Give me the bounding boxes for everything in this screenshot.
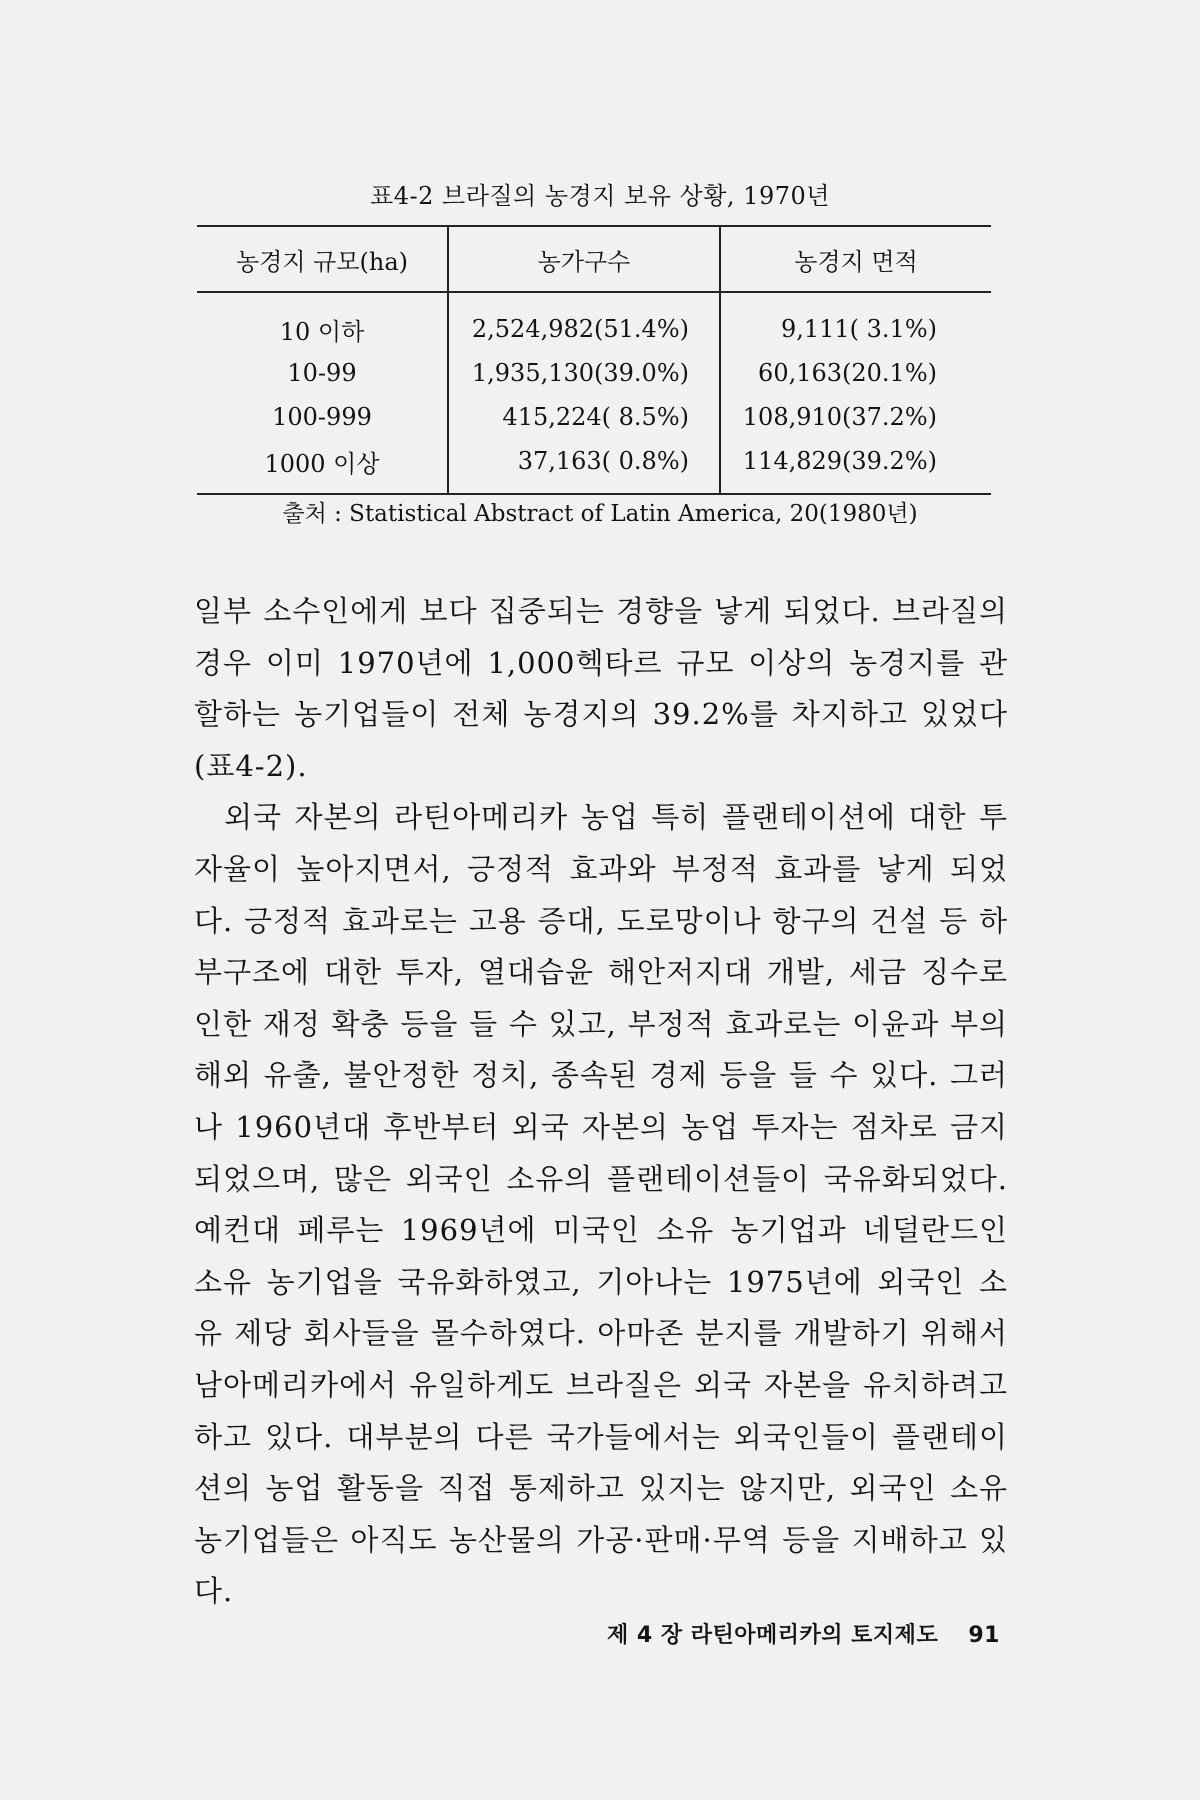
page-number: 91 bbox=[968, 1623, 1000, 1648]
paragraph: 외국 자본의 라틴아메리카 농업 특히 플랜테이션에 대한 투자율이 높아지면서, 긍정적 효과와 부정적 효과를 낳게 되었다. 긍정적 효과로는 고용 증대, 도로망이나 항구의 건설 등 하부구조에 대한 투자, 열대습윤 해안저지대 개발, 세금 징수로 인한 재정 확충 등을 들 수 있고, 부정적 효과로는 이윤과 부의 해외 유출, 불안정한 정치, 종속된 경제 등을 들 수 있다. 그러나 1960년대 후반부터 외국 자본의 농업 투자는 점차로 금지되었으며, 많은 외국인 소유의 플랜테이션들이 국유화되었다. 예컨대 페루는 1969년에 미국인 소유 농기업과 네덜란드인 소유 농기업을 국유화하였고, 기아나는 1975년에 외국인 소유 제당 회사들을 몰수하였다. 아마존 분지를 개발하기 위해서 남아메리카에서 유일하게도 브라질은 외국 자본을 유치하려고 하고 있다. 대부분의 다른 국가들에서는 외국인들이 플랜테이션의 농업 활동을 직접 통제하고 있지는 않지만, 외국인 소유 농기업들은 아직도 농산물의 가공·판매·무역 등을 지배하고 있다. bbox=[194, 800, 1008, 1609]
table-row bbox=[197, 439, 991, 494]
paragraph: 일부 소수인에게 보다 집중되는 경향을 낳게 되었다. 브라질의 경우 이미 1970년에 1,000헥타르 규모 이상의 농경지를 관할하는 농기업들이 전체 농경지의 39.2%를 차지하고 있었다(표4-2). bbox=[194, 594, 1008, 783]
table-row bbox=[197, 292, 991, 351]
cell-farm-size: 10-99 bbox=[287, 359, 357, 387]
cell-household-count: 415,224( 8.5%) bbox=[448, 395, 720, 439]
land-holdings-table bbox=[197, 225, 991, 495]
cell-farm-size: 10 이하 bbox=[279, 317, 365, 346]
header-household-count: 농가구수 bbox=[448, 226, 720, 292]
table-row bbox=[197, 351, 991, 395]
cell-farm-size: 100-999 bbox=[272, 403, 372, 431]
cell-farmland-area: 60,163(20.1%) bbox=[720, 351, 991, 395]
cell-farmland-area: 114,829(39.2%) bbox=[720, 439, 991, 494]
header-farm-size: 농경지 규모(ha) bbox=[197, 226, 448, 292]
table-header-row bbox=[197, 226, 991, 292]
cell-farmland-area: 9,111( 3.1%) bbox=[720, 292, 991, 351]
running-chapter-title: 제 4 장 라틴아메리카의 토지제도 bbox=[606, 1623, 939, 1648]
table-row bbox=[197, 395, 991, 439]
table-source-note: 출처 : Statistical Abstract of Latin America, 20(1980년) bbox=[282, 501, 918, 527]
cell-farmland-area: 108,910(37.2%) bbox=[720, 395, 991, 439]
table-title: 표4-2 브라질의 농경지 보유 상황, 1970년 bbox=[370, 182, 830, 210]
cell-household-count: 37,163( 0.8%) bbox=[448, 439, 720, 494]
cell-farm-size: 1000 이상 bbox=[197, 439, 448, 494]
page-footer bbox=[607, 1618, 1000, 1649]
header-farmland-area: 농경지 면적 bbox=[720, 226, 991, 292]
cell-household-count: 1,935,130(39.0%) bbox=[448, 351, 720, 395]
cell-household-count: 2,524,982(51.4%) bbox=[448, 292, 720, 351]
body-text bbox=[194, 586, 1008, 1618]
